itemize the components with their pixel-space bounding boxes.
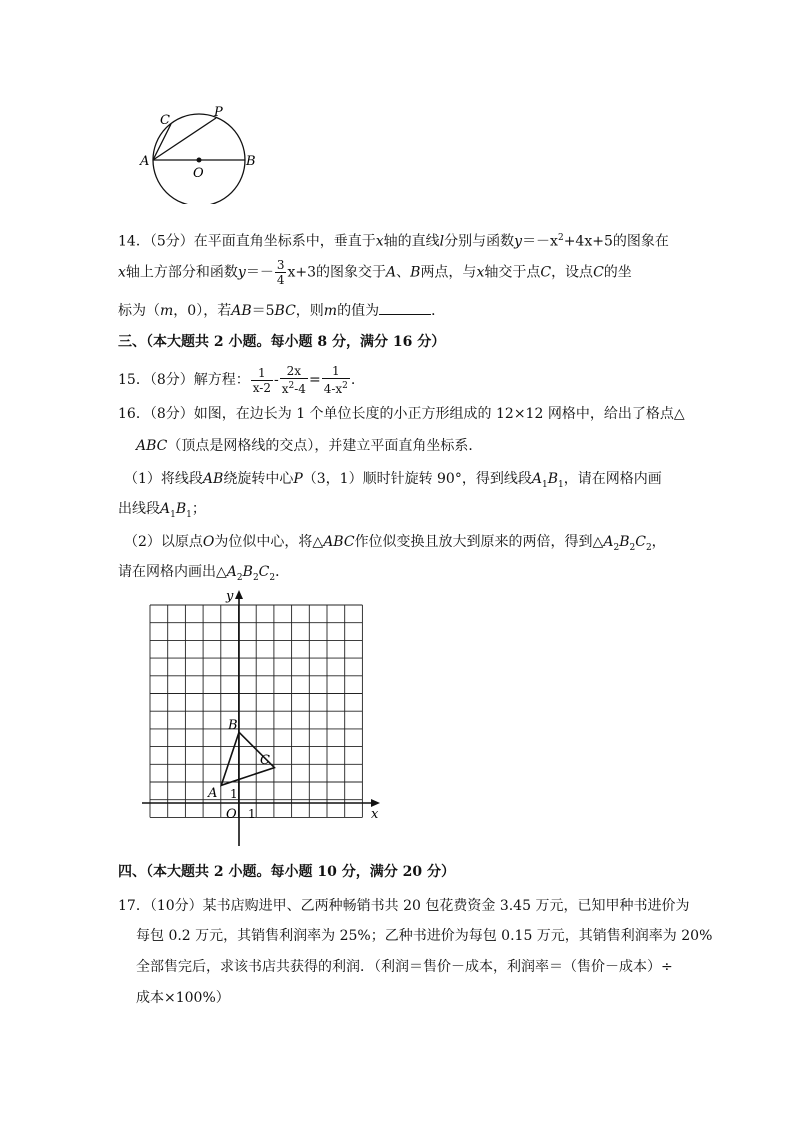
center-dot — [197, 158, 202, 163]
label-y: y — [226, 589, 234, 604]
q14-line1: 14．（5分）在平面直角坐标系中，垂直于x轴的直线l分别与函数$y=-x^2+4x+5$的图象在 — [118, 233, 669, 250]
label-a: A — [140, 154, 150, 169]
label-c: C — [160, 113, 170, 128]
fraction-2: $\frac{2x}{x^2-4}$ — [281, 364, 306, 396]
label-one-y: 1 — [230, 787, 238, 801]
q17-line4: 成本×100%） — [136, 990, 230, 1006]
q17-line1: 17．（10分）某书店购进甲、乙两种畅销书共 20 包花费资金 3.45 万元，已知甲种书进价为 — [118, 898, 690, 914]
q14-line3: 标为（m，0），若AB＝5BC，则m的值为 ． — [118, 300, 445, 321]
section4-header: 四、（本大题共 2 小题。每小题 10 分，满分 20 分） — [118, 864, 455, 880]
label-p: P — [214, 105, 223, 120]
label-b: B — [246, 154, 256, 169]
circle-figure — [138, 104, 264, 204]
q16-line4: 出线段$A_1B_1$； — [118, 501, 206, 520]
label-c: C — [260, 753, 270, 768]
q16-line5: （2）以原点O为位似中心，将△ABC作位似变换且放大到原来的两倍，得到$\triangle A_2B_2C_2$， — [124, 534, 666, 553]
fraction-3: $\frac{1}{4-x^2}$ — [323, 364, 348, 396]
label-one-x: 1 — [248, 807, 256, 821]
q14-line2: x轴上方部分和函数y＝－ $\frac{3}{4}$ x+3的图象交于A、B两点，与x轴交于点C，设点C的坐 — [118, 258, 632, 287]
y-axis-arrow — [235, 590, 243, 599]
q16-line2: ABC（顶点是网格线的交点），并建立平面直角坐标系． — [136, 438, 483, 454]
label-o: O — [193, 166, 204, 181]
q17-line3: 全部售完后，求该书店共获得的利润．（利润＝售价－成本，利润率＝（售价－成本）÷ — [136, 959, 673, 975]
q16-line6: 请在网格内画出$\triangle A_2B_2C_2$． — [118, 564, 290, 583]
section3-header: 三、（本大题共 2 小题。每小题 8 分，满分 16 分） — [118, 334, 446, 350]
label-o: O — [226, 807, 237, 822]
label-x: x — [371, 807, 379, 822]
fraction-1: $\frac{1}{x-2}$ — [252, 365, 271, 395]
grid-figure — [140, 588, 390, 850]
label-a: A — [208, 786, 218, 801]
answer-blank[interactable] — [379, 300, 431, 315]
q15-line: 15．（8分）解方程： $\frac{1}{x-2}$ - $\frac{2x}{x^2-4}$ = $\frac{1}{4-x^2}$ . — [118, 364, 356, 396]
grid-lines — [150, 605, 362, 817]
label-b: B — [228, 718, 238, 733]
x-axis-arrow — [371, 799, 380, 807]
q16-line3: （1）将线段AB绕旋转中心P（3，1）顺时针旋转 90°，得到线段$A_1B_1$，请在网格内画 — [124, 471, 662, 490]
q17-line2: 每包 0.2 万元，其销售利润率为 25%；乙种书进价为每包 0.15 万元，其销售利润率为 20% — [136, 928, 713, 944]
q16-line1: 16．（8分）如图，在边长为 1 个单位长度的小正方形组成的 12×12 网格中，给出了格点△ — [118, 406, 685, 422]
fraction-3-4: $\frac{3}{4}$ — [276, 258, 285, 287]
